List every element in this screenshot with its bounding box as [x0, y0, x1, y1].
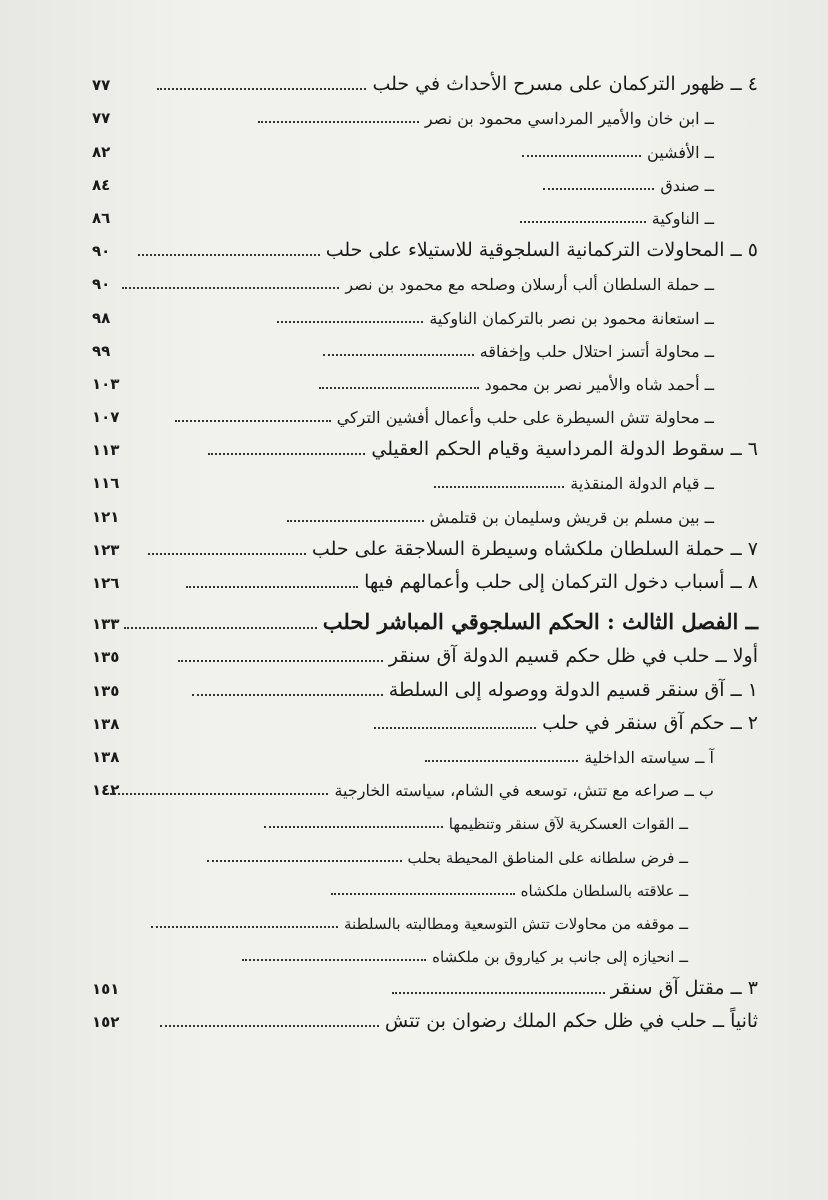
toc-entry-title: ــ الأفشين — [647, 142, 714, 162]
toc-entry-title: ــ استعانة محمود بن نصر بالتركمان الناوكية — [429, 308, 714, 328]
leader-dots — [98, 992, 605, 994]
leader-dots — [98, 354, 474, 356]
leader-dots — [98, 826, 443, 828]
toc-entry — [92, 564, 758, 597]
toc-page-number: ٧٧ — [92, 76, 111, 95]
leader-dots — [98, 586, 358, 588]
toc-entry — [92, 837, 758, 870]
toc-entry — [92, 904, 758, 937]
toc-entry — [92, 166, 758, 199]
table-of-contents — [92, 66, 758, 1036]
toc-page-number: ١١٦ — [92, 474, 120, 493]
toc-entry — [92, 871, 758, 904]
toc-entry-title: ــ حملة السلطان ألب أرسلان وصلحه مع محمود بن نصر — [345, 275, 714, 295]
toc-entry-title: ٨ ــ أسباب دخول التركمان إلى حلب وأعمالهم فيها — [364, 571, 758, 593]
leader-dots — [98, 660, 383, 662]
toc-entry — [92, 771, 758, 804]
leader-dots — [98, 760, 578, 762]
leader-dots — [98, 627, 317, 629]
toc-entry-title: ــ علاقته بالسلطان ملكشاه — [520, 881, 688, 900]
toc-page-number: ٧٧ — [92, 109, 111, 128]
toc-entry — [92, 937, 758, 970]
toc-entry — [92, 804, 758, 837]
toc-page-number: ٩٩ — [92, 341, 111, 360]
toc-entry-title: ٥ ــ المحاولات التركمانية السلجوقية للاستيلاء على حلب — [325, 239, 758, 262]
leader-dots — [98, 860, 402, 862]
toc-page-number: ١٣٥ — [92, 681, 120, 700]
toc-entry — [92, 970, 758, 1003]
toc-entry — [92, 671, 758, 704]
toc-page-number: ١٠٧ — [92, 408, 120, 427]
toc-entry — [92, 132, 758, 165]
leader-dots — [98, 486, 564, 488]
toc-entry-title: أولا ــ حلب في ظل حكم قسيم الدولة آق سنقر — [388, 645, 758, 668]
leader-dots — [98, 926, 338, 928]
leader-dots — [98, 287, 339, 289]
toc-entry-title: ــ القوات العسكرية لآق سنقر وتنظيمها — [448, 815, 688, 834]
toc-entry-title: ٦ ــ سقوط الدولة المرداسية وقيام الحكم العقيلي — [371, 438, 758, 461]
toc-page-number: ١٣٥ — [92, 648, 120, 667]
toc-entry — [92, 497, 758, 530]
toc-entry — [92, 531, 758, 564]
toc-page-number: ١٣٨ — [92, 714, 120, 733]
toc-entry — [92, 431, 758, 464]
toc-entry — [92, 199, 758, 232]
toc-page-number: ١٤٢ — [92, 781, 120, 800]
toc-entry-title: ٣ ــ مقتل آق سنقر — [610, 977, 758, 1000]
toc-entry-title: ــ الناوكية — [651, 208, 714, 228]
toc-entry-title: ــ محاولة تتش السيطرة على حلب وأعمال أفشين التركي — [336, 408, 714, 428]
toc-entry — [92, 265, 758, 298]
toc-page-number: ٩٠ — [92, 275, 111, 294]
toc-entry — [92, 1003, 758, 1036]
toc-entry-title: ــ انحيازه إلى جانب بر كياروق بن ملكشاه — [432, 948, 688, 967]
toc-page-number: ٨٦ — [92, 208, 111, 227]
toc-entry-title: ١ ــ آق سنقر قسيم الدولة ووصوله إلى السلطة — [388, 678, 758, 701]
toc-entry — [92, 99, 758, 132]
leader-dots — [98, 727, 536, 729]
toc-page-number: ١٥١ — [92, 980, 120, 999]
toc-page-number: ١٢٦ — [92, 574, 120, 592]
leader-dots — [98, 893, 515, 895]
toc-entry-title: ــ بين مسلم بن قريش وسليمان بن قتلمش — [429, 507, 714, 527]
leader-dots — [98, 121, 419, 123]
toc-entry — [92, 232, 758, 265]
toc-page-number: ١٣٨ — [92, 747, 120, 766]
toc-entry — [92, 332, 758, 365]
toc-page-number: ٨٤ — [92, 175, 111, 194]
leader-dots — [98, 520, 424, 522]
toc-page-number: ٨٢ — [92, 142, 111, 161]
leader-dots — [98, 155, 641, 157]
leader-dots — [98, 1025, 379, 1027]
toc-entry — [92, 638, 758, 671]
toc-entry-title: ــ فرض سلطانه على المناطق المحيطة بحلب — [407, 848, 688, 867]
toc-entry — [92, 365, 758, 398]
toc-entry-title: ٧ ــ حملة السلطان ملكشاه وسيطرة السلاجقة على حلب — [311, 537, 758, 560]
leader-dots — [98, 188, 654, 190]
leader-dots — [98, 321, 423, 323]
leader-dots — [98, 254, 320, 256]
toc-entry-title: ــ ابن خان والأمير المرداسي محمود بن نصر — [424, 109, 714, 129]
toc-entry — [92, 705, 758, 738]
toc-entry-title: ــ أحمد شاه والأمير نصر بن محمود — [484, 374, 714, 394]
leader-dots — [98, 88, 366, 90]
leader-dots — [98, 793, 328, 795]
toc-page-number: ٩٠ — [92, 242, 111, 261]
toc-page-number: ٩٨ — [92, 308, 111, 327]
toc-entry-title: ٢ ــ حكم آق سنقر في حلب — [542, 711, 758, 734]
toc-entry-title: ــ قيام الدولة المنقذية — [570, 474, 714, 494]
toc-page-number: ١١٣ — [92, 441, 120, 460]
leader-dots — [98, 553, 306, 555]
toc-entry — [92, 398, 758, 431]
toc-entry-title: ــ محاولة أتسز احتلال حلب وإخفاقه — [479, 341, 714, 361]
toc-page-number: ١٣٣ — [92, 615, 120, 634]
toc-entry — [92, 298, 758, 331]
toc-page-number: ١٢١ — [92, 507, 120, 526]
toc-entry — [92, 738, 758, 771]
leader-dots — [98, 694, 383, 696]
leader-dots — [98, 959, 426, 961]
toc-entry — [92, 605, 758, 638]
toc-entry-title: ــ موقفه من محاولات تتش التوسعية ومطالبته بالسلطنة — [344, 914, 688, 933]
leader-dots — [98, 453, 365, 455]
toc-entry-title: آ ــ سياسته الداخلية — [584, 747, 714, 767]
toc-entry-title: ــ صندق — [660, 175, 714, 195]
toc-entry-title: ثانياً ــ حلب في ظل حكم الملك رضوان بن تتش — [384, 1010, 758, 1033]
leader-dots — [98, 387, 479, 389]
toc-page-number: ١٠٣ — [92, 374, 120, 393]
leader-dots — [98, 221, 646, 223]
toc-entry — [92, 464, 758, 497]
toc-entry-title: ب ــ صراعه مع تتش، توسعه في الشام، سياسته الخارجية — [334, 781, 714, 801]
leader-dots — [98, 420, 331, 422]
toc-entry-title: ٤ ــ ظهور التركمان على مسرح الأحداث في حلب — [372, 73, 758, 96]
toc-entry — [92, 66, 758, 99]
toc-page-number: ١٢٣ — [92, 540, 120, 559]
toc-page-number: ١٥٢ — [92, 1013, 120, 1032]
toc-entry-title: ــ الفصل الثالث : الحكم السلجوقي المباشر لحلب — [322, 609, 758, 635]
